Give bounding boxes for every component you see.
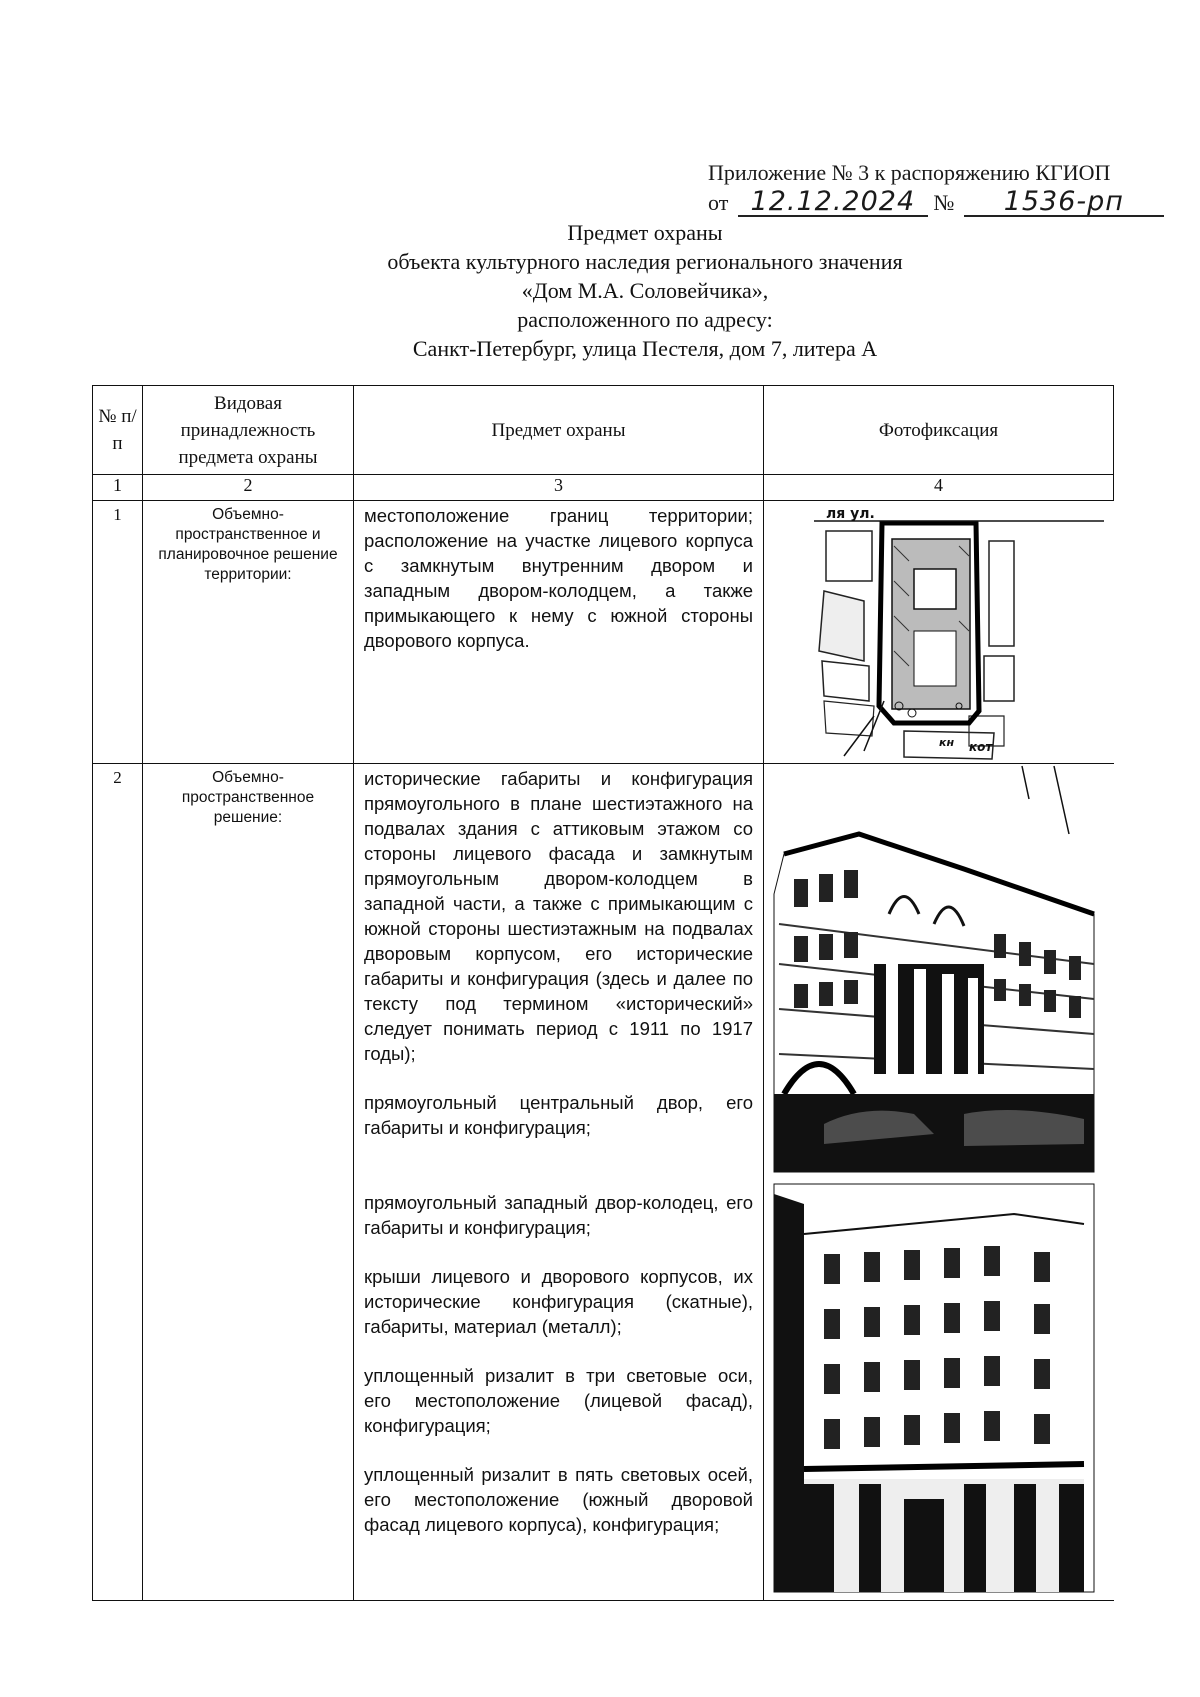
column-number: 4 [764, 475, 1114, 501]
header-photo: Фотофиксация [764, 386, 1114, 475]
document-header [708, 158, 1178, 218]
header-number: № п/п [93, 386, 143, 475]
subject-paragraph: прямоугольный западный двор-колодец, его габариты и конфигурация; [364, 1192, 753, 1238]
subject-paragraph: уплощенный ризалит в пять световых осей, его местоположение (южный дворовой фасад лицевого корпуса), конфигурация; [364, 1464, 753, 1535]
title-line-1: Предмет охраны [567, 220, 723, 245]
column-number: 1 [93, 475, 143, 501]
title-line-3: «Дом М.А. Соловейчика», [521, 278, 769, 303]
header-type: Видовая принадлежность предмета охраны [143, 386, 354, 475]
handwritten-order-number: 1536-рп [964, 189, 1164, 217]
column-number-row [93, 475, 1114, 501]
plan-label: кн [939, 736, 955, 749]
number-prefix: № [933, 190, 955, 215]
subject-paragraph: исторические габариты и конфигурация прямоугольного в плане шестиэтажного на подвалах здания с аттиковым этажом со стороны лицевого фасада и замкнутым прямоугольным двором-колодцем в западной части, а также с примыкающим с южной стороны шестиэтажным на подвалах дворовым корпусом, его исторические габариты и конфигурация (здесь и далее по тексту под термином «исторический» следует понимать период с 1911 по 1917 годы); [364, 768, 753, 1064]
table-row [93, 501, 1114, 764]
title-line-2: объекта культурного наследия регионального значения [387, 249, 903, 274]
site-plan-drawing [764, 501, 1114, 763]
building-photos [764, 764, 1114, 1601]
order-date-number-line [708, 188, 1178, 218]
facade-photos-drawing [764, 764, 1114, 1600]
street-label: ля ул. [826, 506, 875, 522]
title-line-5: Санкт-Петербург, улица Пестеля, дом 7, литера А [412, 336, 878, 361]
row-number: 2 [93, 764, 143, 1601]
table-header-row [93, 386, 1114, 475]
subject-paragraph: прямоугольный центральный двор, его габариты и конфигурация; [364, 1092, 753, 1138]
site-plan-image [764, 501, 1114, 764]
subject-paragraph: уплощенный ризалит в три световые оси, его местоположение (лицевой фасад), конфигурация; [364, 1365, 753, 1436]
handwritten-date: 12.12.2024 [738, 189, 928, 217]
protection-subject-table [92, 385, 1114, 1601]
row-subject [354, 764, 764, 1601]
title-line-4: расположенного по адресу: [517, 307, 773, 332]
column-number: 3 [354, 475, 764, 501]
column-number: 2 [143, 475, 354, 501]
courtyard-facade-photo [774, 1184, 1094, 1592]
appendix-reference: Приложение № 3 к распоряжению КГИОП [708, 160, 1111, 185]
plan-label: кот [969, 740, 993, 754]
subject-paragraph: крыши лицевого и дворового корпусов, их исторические конфигурация (скатные), габариты, материал (металл); [364, 1266, 753, 1337]
document-title [220, 218, 1070, 363]
from-prefix: от [708, 190, 729, 215]
subject-paragraph: местоположение границ территории; расположение на участке лицевого корпуса с замкнутым внутренним двором и западным двором-колодцем, а также примыкающего к нему с южной стороны дворового корпуса. [364, 505, 753, 651]
row-type: Объемно-пространственное и планировочное решение территории: [143, 501, 354, 764]
row-subject [354, 501, 764, 764]
row-type: Объемно-пространственное решение: [143, 764, 354, 1601]
row-number: 1 [93, 501, 143, 764]
table-row [93, 764, 1114, 1601]
header-subject: Предмет охраны [354, 386, 764, 475]
